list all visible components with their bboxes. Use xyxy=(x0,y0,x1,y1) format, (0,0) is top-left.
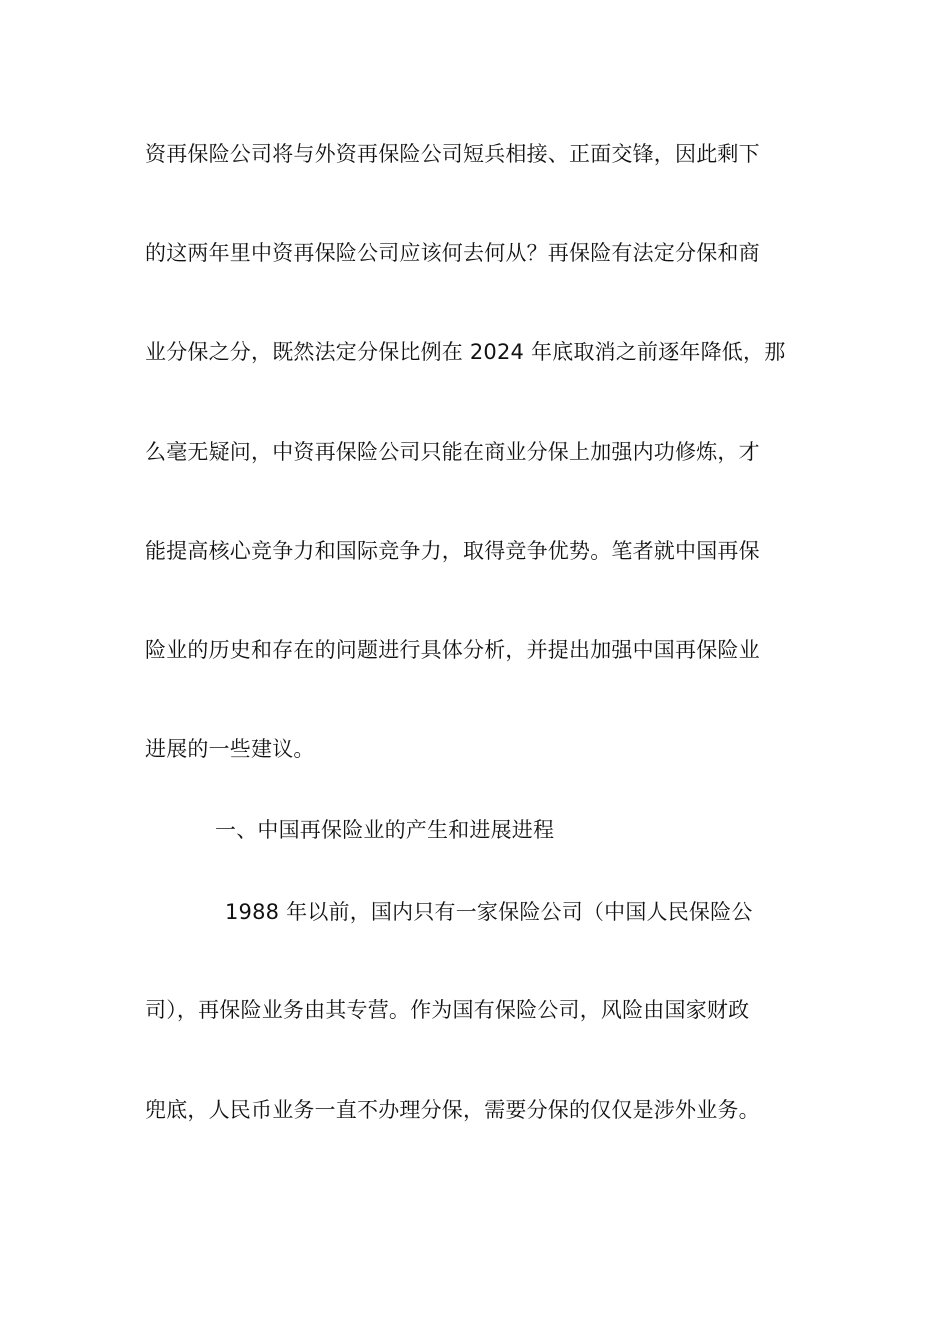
paragraph-line: 能提高核心竞争力和国际竞争力，取得竞争优势。笔者就中国再保 xyxy=(145,539,760,563)
paragraph-line: 资再保险公司将与外资再保险公司短兵相接、正面交锋，因此剩下 xyxy=(145,142,760,166)
section-heading: 一、中国再保险业的产生和进展进程 xyxy=(215,818,555,842)
paragraph-line: 业分保之分，既然法定分保比例在 2024 年底取消之前逐年降低，那 xyxy=(145,340,786,364)
paragraph-line: 司），再保险业务由其专营。作为国有保险公司，风险由国家财政 xyxy=(145,998,750,1022)
paragraph-line: 1988 年以前，国内只有一家保险公司（中国人民保险公 xyxy=(225,900,753,924)
paragraph-line: 进展的一些建议。 xyxy=(145,737,315,761)
paragraph-line: 险业的历史和存在的问题进行具体分析，并提出加强中国再保险业 xyxy=(145,638,760,662)
paragraph-line: 么毫无疑问，中资再保险公司只能在商业分保上加强内功修炼，才 xyxy=(145,440,760,464)
paragraph-line: 的这两年里中资再保险公司应该何去何从？再保险有法定分保和商 xyxy=(145,241,760,265)
paragraph-line: 兜底，人民币业务一直不办理分保，需要分保的仅仅是涉外业务。 xyxy=(145,1098,760,1122)
